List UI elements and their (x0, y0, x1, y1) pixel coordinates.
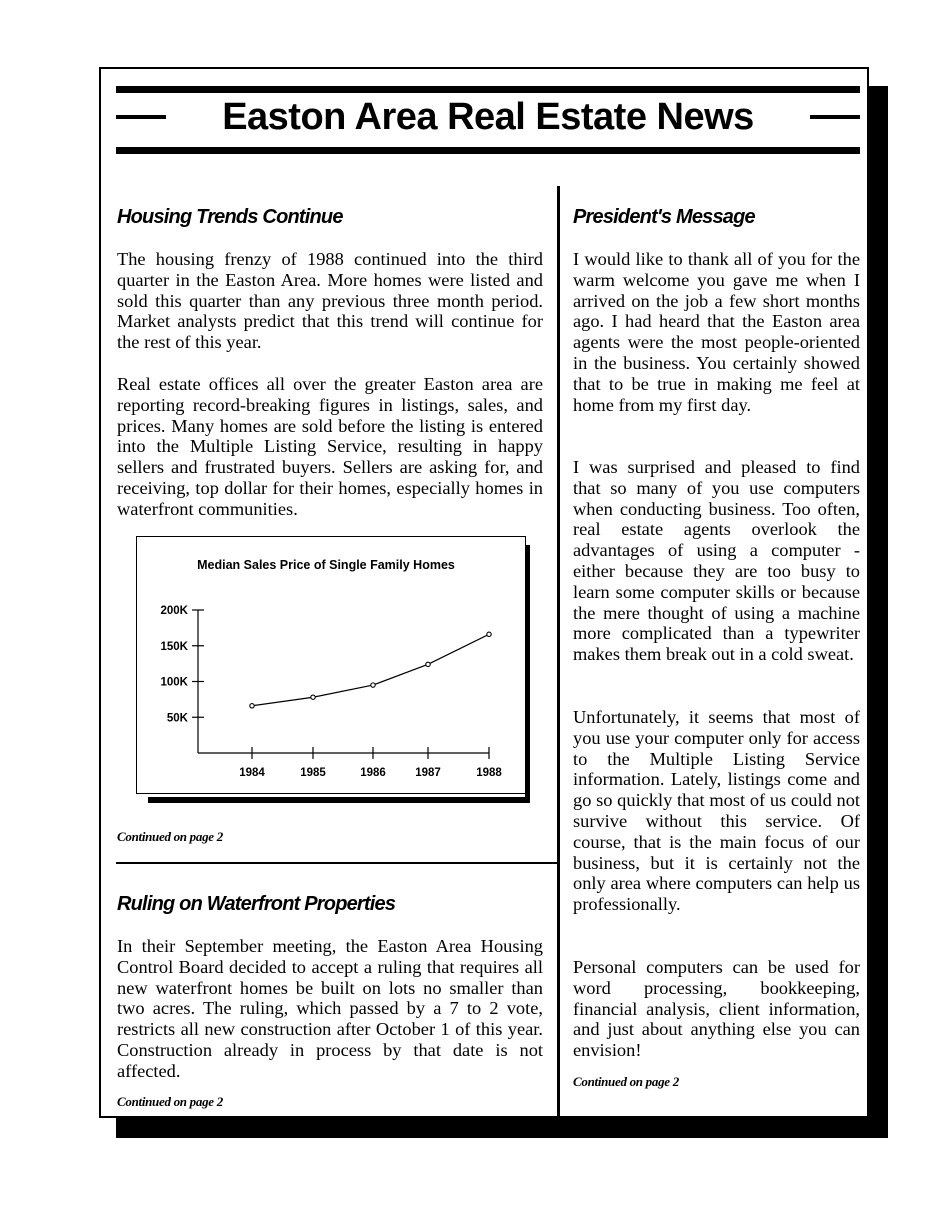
chart-title: Median Sales Price of Single Family Homes (197, 558, 455, 572)
chart-y-tick-label: 50K (166, 712, 188, 725)
column-divider (557, 186, 560, 1116)
chart-data-point (487, 632, 491, 636)
presidents-message-continued[interactable]: Continued on page 2 (573, 1074, 679, 1089)
chart-y-tick-label: 100K (160, 676, 188, 689)
housing-trends-paragraph-2: Real estate offices all over the greater Easton area are reporting record-breaking figures in listings, sales, and prices. Many homes are sold before the listing is entered into the Multiple Listing Service, resulting in happy sellers and frustrated buyers. Sellers are asking for, and receiving, top dollar for their homes, especially homes in waterfront communities. (117, 374, 543, 519)
chart-y-tick-label: 200K (160, 605, 188, 617)
waterfront-ruling-paragraph-1: In their September meeting, the Easton Area Housing Control Board decided to accept a ruling that requires all new waterfront homes be built on lots no smaller than two acres. The ruling, which passed by a 7 to 2 vote, restricts all new construction after October 1 of this year. Construction already in process by that date is not affected. (117, 936, 543, 1081)
chart-data-line (252, 634, 489, 706)
chart-x-tick-label: 1988 (476, 767, 502, 779)
presidents-message-title: President's Message (573, 206, 755, 228)
newsletter-title: Easton Area Real Estate News (222, 95, 754, 138)
article-divider (116, 862, 557, 864)
chart-x-tick-label: 1984 (239, 767, 265, 779)
chart-x-tick-label: 1986 (360, 767, 386, 779)
waterfront-ruling-continued[interactable]: Continued on page 2 (117, 1094, 223, 1109)
chart-data-point (250, 704, 254, 708)
masthead (116, 94, 860, 140)
presidents-message-paragraph-1: I would like to thank all of you for the warm welcome you gave me when I arrived on the job a few short months ago. I had heard that the Easton area agents were the most people-oriented in the business. You certainly showed that to be true in making me feel at home from my first day. (573, 249, 860, 415)
housing-trends-paragraph-1: The housing frenzy of 1988 continued into the third quarter in the Easton Area. More homes were listed and sold this quarter than any previous three month period. Market analysts predict that this trend will continue for the rest of this year. (117, 249, 543, 353)
presidents-message-paragraph-2: I was surprised and pleased to find that so many of you use computers when conducting business. Too often, real estate agents overlook the advantages of using a computer - either because they are too busy to learn some computer skills or because the mere thought of using a machine more complicated than a typewriter makes them break out in a cold sweat. (573, 457, 860, 665)
chart-data-point (371, 683, 375, 687)
housing-trends-title: Housing Trends Continue (117, 206, 343, 228)
waterfront-ruling-title: Ruling on Waterfront Properties (117, 893, 396, 915)
presidents-message-paragraph-3: Unfortunately, it seems that most of you use your computer only for access to the Multiple Listing Service information. Lately, listings come and go so quickly that most of us could not survive without this service. Of course, that is the main focus of our business, but it is certainly not the only area where computers can help us professionally. (573, 707, 860, 915)
chart-y-tick-label: 150K (160, 640, 188, 653)
masthead-right-dash (810, 115, 860, 119)
housing-trends-continued[interactable]: Continued on page 2 (117, 829, 223, 844)
chart-x-tick-label: 1987 (415, 767, 441, 779)
chart-shadow-bottom (148, 797, 530, 803)
chart-data-point (311, 695, 315, 699)
chart-data-point (426, 662, 430, 666)
presidents-message-paragraph-4: Personal computers can be used for word processing, bookkeeping, financial analysis, client information, and just about anything else you can envision! (573, 957, 860, 1061)
masthead-bottom-rule (116, 147, 860, 154)
chart-x-tick-label: 1985 (300, 767, 326, 779)
masthead-top-rule (116, 86, 860, 93)
masthead-left-dash (116, 115, 166, 119)
page-drop-shadow-bottom (116, 1118, 888, 1138)
median-price-chart (136, 536, 526, 794)
page-drop-shadow-right (869, 86, 888, 1138)
